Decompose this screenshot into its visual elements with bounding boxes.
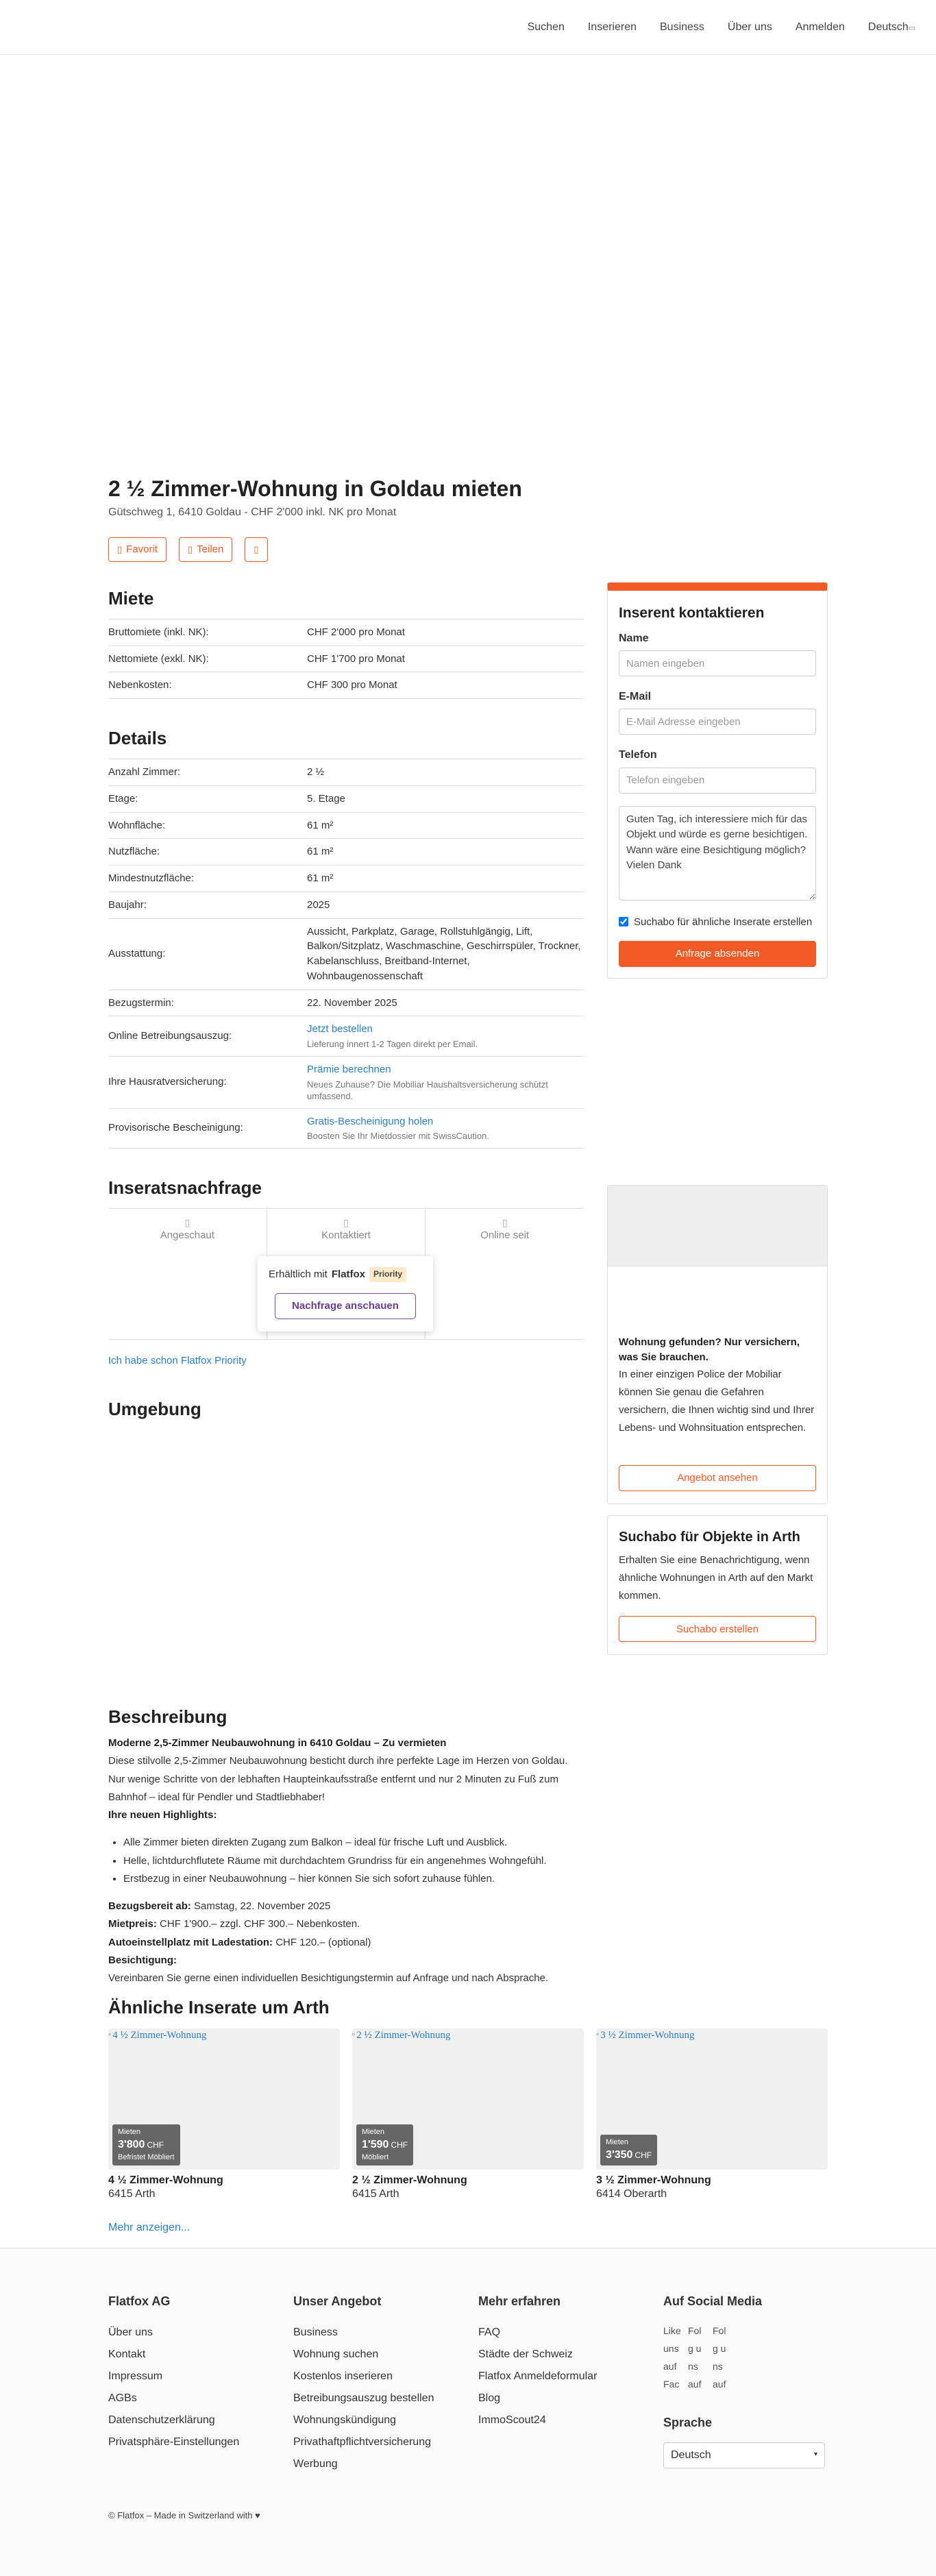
- footer-link[interactable]: Privathaftpflichtversicherung: [293, 2436, 431, 2448]
- beschreibung-heading: Beschreibung: [108, 1706, 227, 1728]
- footer-link[interactable]: Privatsphäre-Einstellungen: [108, 2436, 240, 2448]
- suchabo-text: Erhalten Sie eine Benachrichtigung, wenn ähnliche Wohnungen in Arth auf den Markt kommen.: [619, 1554, 813, 1602]
- language-heading: Sprache: [663, 2415, 713, 2429]
- details-row: [108, 839, 584, 866]
- highlights-list: [108, 1834, 584, 1888]
- row-value: CHF 2'000 pro Monat: [307, 619, 584, 646]
- insurance-heading: Wohnung gefunden? Nur versichern, was Sie brauchen.: [619, 1336, 800, 1364]
- footer-link[interactable]: Städte der Schweiz: [478, 2348, 573, 2360]
- row-value: 2025: [307, 892, 584, 918]
- eye-icon: ▯: [184, 1217, 190, 1229]
- side-column: [607, 582, 828, 1690]
- footer-link[interactable]: ImmoScout24: [478, 2414, 546, 2426]
- similar-heading: Ähnliche Inserate um Arth: [108, 1997, 330, 2018]
- price-extra: Befristet Möbliert: [118, 2152, 175, 2161]
- row-value: 61 m²: [307, 812, 584, 839]
- site-footer: [0, 2248, 936, 2576]
- image-alt: [596, 2028, 695, 2044]
- miete-row: [108, 672, 584, 699]
- priority-popup: [258, 1256, 433, 1332]
- contact-form: [607, 582, 828, 979]
- copyright: © Flatfox – Made in Switzerland with ♥: [108, 2510, 260, 2520]
- row-value: [307, 1056, 584, 1108]
- similar-image[interactable]: [108, 2028, 340, 2170]
- footer-link[interactable]: Flatfox Anmeldeformular: [478, 2370, 598, 2382]
- nachfrage-heading: Inseratsnachfrage: [108, 1177, 262, 1198]
- nav-ueber-uns[interactable]: Über uns: [727, 21, 772, 33]
- price-line: [118, 2137, 175, 2152]
- mietpreis-value: CHF 1'900.– zzgl. CHF 300.– Nebenkosten.: [160, 1918, 360, 1930]
- nav-business[interactable]: Business: [660, 21, 704, 33]
- miete-row: [108, 619, 584, 646]
- heart-icon: ▯: [117, 543, 123, 554]
- footer-link[interactable]: Wohnungskündigung: [293, 2414, 397, 2426]
- footer-link[interactable]: Datenschutzerklärung: [108, 2414, 215, 2426]
- similar-card[interactable]: [596, 2028, 828, 2203]
- name-input[interactable]: [619, 650, 816, 676]
- footer-link[interactable]: Kontakt: [108, 2348, 146, 2360]
- row-key: Etage:: [108, 785, 307, 812]
- share-button[interactable]: [179, 537, 232, 562]
- have-priority-link[interactable]: Ich habe schon Flatfox Priority: [108, 1355, 247, 1367]
- price-tag: [356, 2124, 413, 2165]
- send-request-button[interactable]: Anfrage absenden: [619, 941, 816, 967]
- besichtigung-value: Vereinbaren Sie gerne einen individuellen Besichtigungstermin auf Anfrage und nach Absprache.: [108, 1972, 549, 1985]
- language-select-value: Deutsch: [671, 2449, 711, 2462]
- page-title: 2 ½ Zimmer-Wohnung in Goldau mieten: [108, 476, 522, 501]
- highlight-item: • Helle, lichtdurchflutete Räume mit durchdachtem Grundriss für ein angenehmes Wohngefühl.: [123, 1852, 584, 1870]
- price-tag: [600, 2135, 657, 2165]
- nav-suchen[interactable]: Suchen: [527, 21, 565, 33]
- linkedin-link[interactable]: Folg uns auf: [713, 2324, 726, 2390]
- popup-brand: Flatfox: [331, 1268, 366, 1281]
- site-header: [0, 0, 936, 55]
- footer-link[interactable]: Über uns: [108, 2326, 153, 2338]
- suchabo-checkbox-label: Suchabo für ähnliche Inserate erstellen: [634, 916, 813, 928]
- insurance-image: [608, 1186, 827, 1266]
- footer-link[interactable]: Betreibungsauszug bestellen: [293, 2392, 434, 2404]
- image-alt-text: 3 ½ Zimmer-Wohnung: [600, 2029, 695, 2041]
- auto-line: [108, 1934, 584, 1952]
- language-select[interactable]: [663, 2442, 825, 2468]
- footer-col-social: [663, 2292, 828, 2475]
- price-amount: 1'590: [362, 2139, 389, 2151]
- main-nav: [516, 19, 918, 35]
- details-row: [108, 892, 584, 918]
- highlight-item: • Alle Zimmer bieten direkten Zugang zum Balkon – ideal für frische Luft und Ausblick.: [123, 1834, 584, 1852]
- footer-col-company: [108, 2292, 293, 2475]
- similar-listings: [108, 1997, 828, 2235]
- row-value: 61 m²: [307, 866, 584, 892]
- bezug-value: Samstag, 22. November 2025: [194, 1900, 331, 1913]
- similar-location: 6415 Arth: [108, 2188, 156, 2200]
- similar-image[interactable]: [596, 2028, 828, 2170]
- clock-icon: ▯: [502, 1217, 508, 1229]
- details-link-row: [108, 1108, 584, 1148]
- bezug-line: [108, 1898, 584, 1915]
- row-key: Mindestnutzfläche:: [108, 866, 307, 892]
- row-key: Online Betreibungsauszug:: [108, 1016, 307, 1056]
- price-currency: CHF: [147, 2140, 164, 2150]
- price-amount: 3'800: [118, 2139, 145, 2151]
- nav-language[interactable]: [857, 19, 918, 35]
- similar-title: 2 ½ Zimmer-Wohnung: [352, 2174, 467, 2186]
- price-line: [362, 2137, 408, 2152]
- favorite-button[interactable]: [108, 537, 167, 562]
- footer-link[interactable]: Blog: [478, 2392, 501, 2404]
- email-input[interactable]: [619, 709, 816, 735]
- priority-badge: Priority: [369, 1267, 406, 1281]
- view-offer-button[interactable]: Angebot ansehen: [619, 1465, 816, 1491]
- row-link[interactable]: Prämie berechnen: [307, 1063, 391, 1075]
- suchabo-card: [607, 1515, 828, 1656]
- mietpreis-label: Mietpreis:: [108, 1918, 157, 1930]
- nav-inserieren[interactable]: Inserieren: [587, 21, 637, 33]
- price-tag: [112, 2124, 180, 2165]
- listing-actions: [108, 537, 828, 562]
- mietpreis-line: [108, 1915, 584, 1933]
- footer-col-offer: [293, 2292, 478, 2475]
- row-key: Ihre Hausratversicherung:: [108, 1056, 307, 1108]
- price-tag-type: Mieten: [362, 2128, 385, 2137]
- footer-link[interactable]: Kostenlos inserieren: [293, 2370, 393, 2382]
- details-row: [108, 759, 584, 786]
- image-alt: [108, 2028, 207, 2044]
- besichtigung-label: Besichtigung:: [108, 1954, 177, 1966]
- facebook-link[interactable]: Like uns auf Fac: [663, 2324, 681, 2390]
- miete-table: [108, 619, 584, 699]
- similar-title: 4 ½ Zimmer-Wohnung: [108, 2174, 223, 2186]
- stat-kontaktiert-label: Kontaktiert: [321, 1229, 371, 1242]
- details-table: [108, 759, 584, 1149]
- price-tag-type: Mieten: [606, 2138, 629, 2147]
- similar-card[interactable]: [352, 2028, 584, 2203]
- row-key: Provisorische Bescheinigung:: [108, 1108, 307, 1148]
- details-heading: Details: [108, 728, 167, 749]
- details-row: [108, 785, 584, 812]
- details-link-row: [108, 1056, 584, 1108]
- highlight-item: • Erstbezug in einer Neubauwohnung – hier können Sie sich sofort zuhause fühlen.: [123, 1870, 584, 1888]
- row-value: CHF 1'700 pro Monat: [307, 646, 584, 672]
- row-key: Nutzfläche:: [108, 839, 307, 866]
- envelope-icon: ▯: [343, 1217, 349, 1229]
- row-key: Ausstattung:: [108, 918, 307, 990]
- details-link-row: [108, 1016, 584, 1056]
- image-alt-text: 4 ½ Zimmer-Wohnung: [112, 2029, 207, 2041]
- description-intro: Diese stilvolle 2,5-Zimmer Neubauwohnung besticht durch ihre perfekte Lage im Herzen von Goldau. Nur wenige Schritte von der lebhaften Haupteinkaufsstraße entfernt und nur 2 Minuten zu Fuß zum Bahnhof – ideal für Pendler und Stadtliebhaber!: [108, 1755, 568, 1803]
- insurance-ad: [607, 1185, 828, 1504]
- row-hint: Neues Zuhause? Die Mobiliar Haushaltsversicherung schützt umfassend.: [307, 1079, 548, 1102]
- similar-location: 6415 Arth: [352, 2188, 399, 2200]
- auto-value: CHF 120.– (optional): [275, 1936, 371, 1948]
- similar-image[interactable]: [352, 2028, 584, 2170]
- create-suchabo-button[interactable]: Suchabo erstellen: [619, 1616, 816, 1642]
- row-key: Baujahr:: [108, 892, 307, 918]
- row-value: 22. November 2025: [307, 990, 584, 1016]
- row-link[interactable]: Jetzt bestellen: [307, 1023, 373, 1035]
- row-value: Aussicht, Parkplatz, Garage, Rollstuhlgängig, Lift, Balkon/Sitzplatz, Waschmaschine, Geschirrspüler, Trockner, Kabelanschluss, Breitband-Internet, Wohnbaugenossenschaft: [307, 918, 584, 990]
- auto-label: Autoeinstellplatz mit Ladestation:: [108, 1936, 273, 1948]
- price-amount: 3'350: [606, 2149, 633, 2161]
- footer-heading: Auf Social Media: [663, 2294, 763, 2309]
- message-textarea[interactable]: [619, 806, 816, 900]
- footer-link[interactable]: Werbung: [293, 2457, 338, 2470]
- share-label: Teilen: [197, 543, 224, 556]
- description-lead: Moderne 2,5-Zimmer Neubauwohnung in 6410 Goldau – Zu vermieten: [108, 1737, 447, 1750]
- bezug-label: Bezugsbereit ab:: [108, 1900, 191, 1913]
- phone-label: Telefon: [619, 749, 657, 761]
- broken-image-icon: ▫: [352, 2028, 356, 2039]
- row-link[interactable]: Gratis-Bescheinigung holen: [307, 1115, 434, 1127]
- miete-row: [108, 646, 584, 672]
- similar-location: 6414 Oberarth: [596, 2188, 667, 2200]
- share-icon: ▯: [188, 543, 193, 554]
- more-icon: ▯: [254, 543, 259, 554]
- main-column: [108, 581, 584, 1690]
- row-value: [307, 1016, 584, 1056]
- row-value: [307, 1108, 584, 1148]
- row-value: 2 ½: [307, 759, 584, 786]
- footer-link[interactable]: Wohnung suchen: [293, 2348, 379, 2360]
- nachfrage-stats: [108, 1208, 584, 1340]
- umgebung-heading: Umgebung: [108, 1398, 201, 1419]
- broken-image-icon: ▫: [108, 2028, 112, 2039]
- insurance-text: In einer einzigen Police der Mobiliar können Sie genau die Gefahren versichern, die Ihnen wichtig sind und Ihrer Lebens- und Wohnsituation entsprechen.: [619, 1368, 815, 1434]
- image-alt-text: 2 ½ Zimmer-Wohnung: [356, 2029, 451, 2041]
- footer-heading: Mehr erfahren: [478, 2294, 561, 2309]
- footer-heading: Flatfox AG: [108, 2294, 171, 2309]
- name-label: Name: [619, 633, 649, 645]
- stat-angeschaut: [108, 1209, 267, 1339]
- email-label: E-Mail: [619, 691, 652, 703]
- highlights-heading: Ihre neuen Highlights:: [108, 1809, 217, 1821]
- price-currency: CHF: [391, 2140, 408, 2150]
- description: [108, 1734, 584, 1987]
- suchabo-heading: Suchabo für Objekte in Arth: [619, 1529, 800, 1545]
- broken-image-icon: ▫: [596, 2028, 600, 2039]
- footer-link[interactable]: Business: [293, 2326, 338, 2338]
- row-key: Bruttomiete (inkl. NK):: [108, 619, 307, 646]
- contact-heading: Inserent kontaktieren: [619, 604, 765, 621]
- similar-card[interactable]: [108, 2028, 340, 2203]
- row-value: 61 m²: [307, 839, 584, 866]
- image-alt: [352, 2028, 451, 2044]
- row-value: CHF 300 pro Monat: [307, 672, 584, 699]
- content-layout: [108, 581, 828, 1690]
- footer-link[interactable]: Impressum: [108, 2370, 163, 2382]
- footer-link[interactable]: AGBs: [108, 2392, 137, 2404]
- row-hint: Lieferung innert 1-2 Tagen direkt per Email.: [307, 1039, 478, 1050]
- more-button[interactable]: [245, 537, 267, 562]
- footer-link[interactable]: FAQ: [478, 2326, 501, 2338]
- footer-heading: Unser Angebot: [293, 2294, 382, 2309]
- price-currency: CHF: [635, 2150, 652, 2161]
- price-line: [606, 2148, 652, 2163]
- suchabo-checkbox-row[interactable]: [619, 915, 816, 930]
- favorite-label: Favorit: [126, 543, 158, 556]
- price-extra: Möbliert: [362, 2152, 389, 2161]
- row-key: Nettomiete (exkl. NK):: [108, 646, 307, 672]
- popup-text: Erhältlich mit: [269, 1268, 328, 1281]
- similar-title: 3 ½ Zimmer-Wohnung: [596, 2174, 711, 2186]
- row-key: Bezugstermin:: [108, 990, 307, 1016]
- globe-icon: ▭: [908, 23, 915, 32]
- details-row: [108, 812, 584, 839]
- row-value: 5. Etage: [307, 785, 584, 812]
- show-more-link[interactable]: Mehr anzeigen...: [108, 2222, 190, 2234]
- details-row: [108, 866, 584, 892]
- price-tag-type: Mieten: [118, 2128, 141, 2137]
- similar-cards: [108, 2028, 828, 2203]
- chevron-down-icon: ▾: [813, 2451, 817, 2459]
- stat-online-label: Online seit: [480, 1229, 530, 1242]
- row-key: Nebenkosten:: [108, 672, 307, 699]
- stat-angeschaut-label: Angeschaut: [160, 1229, 214, 1242]
- map-area[interactable]: [108, 1430, 584, 1690]
- details-row: [108, 990, 584, 1016]
- row-hint: Boosten Sie Ihr Mietdossier mit SwissCaution.: [307, 1131, 489, 1142]
- listing-address: Gütschweg 1, 6410 Goldau - CHF 2'000 inkl. NK pro Monat: [108, 506, 397, 519]
- stat-online-seit: [426, 1209, 584, 1339]
- suchabo-checkbox[interactable]: [619, 917, 628, 927]
- nav-language-label: Deutsch: [867, 21, 909, 33]
- instagram-link[interactable]: Folg uns auf: [688, 2324, 702, 2390]
- miete-heading: Miete: [108, 587, 154, 609]
- footer-col-more: [478, 2292, 663, 2475]
- nav-anmelden[interactable]: Anmelden: [795, 21, 845, 33]
- view-demand-button[interactable]: Nachfrage anschauen: [275, 1293, 416, 1319]
- details-row: [108, 918, 584, 990]
- listing-container: [108, 476, 828, 2235]
- row-key: Anzahl Zimmer:: [108, 759, 307, 786]
- ad-banner-area: [0, 55, 936, 476]
- row-key: Wohnfläche:: [108, 812, 307, 839]
- phone-input[interactable]: [619, 768, 816, 794]
